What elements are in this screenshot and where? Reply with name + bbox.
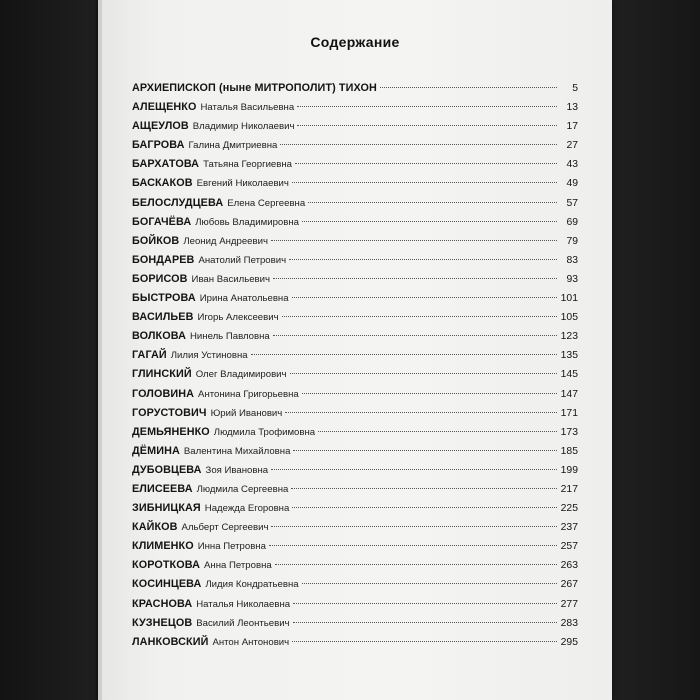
entry-given-name: Наталья Васильевна <box>200 102 295 114</box>
entry-page-number: 173 <box>560 426 578 438</box>
dot-leader <box>292 641 557 642</box>
entry-page-number: 295 <box>560 636 578 648</box>
table-of-contents <box>132 79 578 652</box>
dot-leader <box>295 163 557 164</box>
dot-leader <box>292 182 557 183</box>
entry-page-number: 105 <box>560 312 578 324</box>
entry-surname: ГОЛОВИНА <box>132 387 195 400</box>
dot-leader <box>293 622 557 623</box>
entry-page-number: 13 <box>566 102 578 114</box>
entry-given-name: Анна Петровна <box>204 560 272 572</box>
entry-page-number: 237 <box>560 522 578 534</box>
dot-leader <box>318 431 557 432</box>
entry-given-name: Любовь Владимировна <box>195 216 299 228</box>
entry-page-number: 277 <box>560 598 578 610</box>
toc-entry <box>132 575 578 594</box>
dot-leader <box>293 450 557 451</box>
dot-leader <box>302 393 557 394</box>
dot-leader <box>275 564 557 565</box>
entry-given-name: Евгений Николаевич <box>196 178 289 190</box>
entry-page-number: 79 <box>566 235 578 247</box>
dot-leader <box>297 125 557 126</box>
entry-surname: КРАСНОВА <box>132 597 193 610</box>
entry-surname: ВАСИЛЬЕВ <box>132 311 194 324</box>
toc-entry <box>132 385 578 404</box>
toc-entry <box>132 194 578 213</box>
toc-entry <box>132 270 578 289</box>
entry-given-name: Ирина Анатольевна <box>199 293 289 305</box>
entry-given-name: Лидия Кондратьевна <box>205 579 299 591</box>
toc-entry <box>132 537 578 556</box>
entry-surname: ЗИБНИЦКАЯ <box>132 502 201 515</box>
dot-leader <box>273 278 557 279</box>
dot-leader <box>273 335 557 336</box>
entry-page-number: 17 <box>566 121 578 133</box>
entry-surname: БОГАЧЁВА <box>132 215 192 228</box>
entry-given-name: Леонид Андреевич <box>183 235 268 247</box>
entry-surname: ДУБОВЦЕВА <box>132 463 202 476</box>
toc-entry <box>132 117 578 136</box>
toc-entry <box>132 346 578 365</box>
toc-entry <box>132 480 578 499</box>
entry-page-number: 267 <box>560 579 578 591</box>
entry-surname: БЫСТРОВА <box>132 292 196 305</box>
entry-given-name: Лилия Устиновна <box>170 350 248 362</box>
entry-given-name: Елена Сергеевна <box>227 197 306 209</box>
entry-given-name: Антон Антонович <box>212 636 290 648</box>
dot-leader <box>271 469 557 470</box>
entry-surname: БАРХАТОВА <box>132 158 200 171</box>
toc-entry <box>132 365 578 384</box>
entry-surname: КАЙКОВ <box>132 521 178 534</box>
entry-given-name: Альберт Сергеевич <box>181 522 269 534</box>
dot-leader <box>302 221 557 222</box>
toc-entry <box>132 633 578 652</box>
entry-page-number: 93 <box>566 273 578 285</box>
entry-page-number: 49 <box>566 178 578 190</box>
entry-given-name: Антонина Григорьевна <box>198 388 299 400</box>
dot-leader <box>302 583 557 584</box>
entry-surname: ВОЛКОВА <box>132 330 186 343</box>
entry-page-number: 263 <box>560 560 578 572</box>
entry-page-number: 43 <box>566 159 578 171</box>
toc-entry <box>132 98 578 117</box>
page-title: Содержание <box>310 34 400 50</box>
toc-entry <box>132 461 578 480</box>
dot-leader <box>297 106 557 107</box>
entry-page-number: 101 <box>560 293 578 305</box>
toc-entry <box>132 79 578 98</box>
toc-entry <box>132 556 578 575</box>
entry-surname: КОСИНЦЕВА <box>132 578 202 591</box>
entry-page-number: 171 <box>560 407 578 419</box>
backdrop-right <box>612 0 700 700</box>
entry-given-name: Людмила Сергеевна <box>196 483 289 495</box>
book-page <box>98 0 612 700</box>
entry-surname: ЛАНКОВСКИЙ <box>132 635 209 648</box>
toc-entry <box>132 499 578 518</box>
toc-entry <box>132 614 578 633</box>
backdrop-left <box>0 0 96 700</box>
entry-surname: ГАГАЙ <box>132 349 167 362</box>
entry-surname: КЛИМЕНКО <box>132 540 194 553</box>
dot-leader <box>292 297 557 298</box>
entry-page-number: 83 <box>566 254 578 266</box>
dot-leader <box>289 259 557 260</box>
entry-page-number: 147 <box>560 388 578 400</box>
entry-surname: ГОРУСТОВИЧ <box>132 406 207 419</box>
entry-surname: БАСКАКОВ <box>132 177 193 190</box>
toc-entry <box>132 136 578 155</box>
entry-surname: ЕЛИСЕЕВА <box>132 482 193 495</box>
entry-surname: БОЙКОВ <box>132 234 180 247</box>
toc-entry <box>132 308 578 327</box>
entry-page-number: 283 <box>560 617 578 629</box>
dot-leader <box>308 202 557 203</box>
toc-entry <box>132 327 578 346</box>
entry-given-name: Игорь Алексеевич <box>197 312 279 324</box>
dot-leader <box>271 526 557 527</box>
entry-given-name: Инна Петровна <box>197 541 266 553</box>
toc-entry <box>132 174 578 193</box>
toc-entry <box>132 251 578 270</box>
toc-entry <box>132 155 578 174</box>
entry-given-name: Анатолий Петрович <box>198 254 287 266</box>
entry-page-number: 217 <box>560 483 578 495</box>
toc-entry <box>132 213 578 232</box>
toc-entry <box>132 595 578 614</box>
toc-entry <box>132 442 578 461</box>
dot-leader <box>280 144 557 145</box>
dot-leader <box>271 240 557 241</box>
entry-page-number: 27 <box>566 140 578 152</box>
entry-given-name: Галина Дмитриевна <box>188 140 278 152</box>
toc-entry <box>132 289 578 308</box>
entry-given-name: Иван Васильевич <box>191 273 271 285</box>
entry-given-name: Людмила Трофимовна <box>213 426 316 438</box>
entry-surname: БОНДАРЕВ <box>132 253 195 266</box>
entry-surname: АЛЕЩЕНКО <box>132 101 197 114</box>
dot-leader <box>293 603 557 604</box>
entry-given-name: Владимир Николаевич <box>192 121 295 133</box>
dot-leader <box>269 545 557 546</box>
toc-entry <box>132 518 578 537</box>
entry-page-number: 5 <box>572 83 578 94</box>
dot-leader <box>290 373 557 374</box>
dot-leader <box>291 488 557 489</box>
entry-page-number: 225 <box>560 503 578 515</box>
entry-given-name: Надежда Егоровна <box>204 503 290 515</box>
entry-page-number: 257 <box>560 541 578 553</box>
entry-given-name: Татьяна Георгиевна <box>203 159 293 171</box>
entry-given-name: Юрий Иванович <box>210 407 283 419</box>
toc-entry <box>132 232 578 251</box>
entry-surname: КУЗНЕЦОВ <box>132 616 193 629</box>
dot-leader <box>292 507 557 508</box>
entry-given-name: Нинель Павловна <box>189 331 270 343</box>
dot-leader <box>251 354 557 355</box>
entry-page-number: 145 <box>560 369 578 381</box>
entry-surname: ДЁМИНА <box>132 444 180 457</box>
entry-surname: БОРИСОВ <box>132 272 188 285</box>
entry-surname: БЕЛОСЛУДЦЕВА <box>132 196 224 209</box>
entry-surname: КОРОТКОВА <box>132 559 200 572</box>
toc-entry <box>132 404 578 423</box>
dot-leader <box>380 87 557 88</box>
entry-page-number: 199 <box>560 464 578 476</box>
entry-surname: АЩЕУЛОВ <box>132 120 189 133</box>
entry-given-name: Олег Владимирович <box>195 369 287 381</box>
entry-given-name: Наталья Николаевна <box>196 598 291 610</box>
entry-page-number: 69 <box>566 216 578 228</box>
entry-surname: БАГРОВА <box>132 139 185 152</box>
entry-page-number: 123 <box>560 331 578 343</box>
entry-given-name: Василий Леонтьевич <box>196 617 290 629</box>
entry-given-name: Зоя Ивановна <box>205 464 269 476</box>
dot-leader <box>285 412 557 413</box>
toc-entry <box>132 423 578 442</box>
entry-surname: ГЛИНСКИЙ <box>132 368 192 381</box>
entry-given-name: Валентина Михайловна <box>183 445 291 457</box>
dot-leader <box>282 316 557 317</box>
entry-page-number: 185 <box>560 445 578 457</box>
entry-page-number: 57 <box>566 197 578 209</box>
entry-surname: ДЕМЬЯНЕНКО <box>132 425 210 438</box>
entry-surname: АРХИЕПИСКОП (ныне МИТРОПОЛИТ) ТИХОН <box>132 82 377 94</box>
page-edge <box>98 0 102 700</box>
entry-page-number: 135 <box>560 350 578 362</box>
